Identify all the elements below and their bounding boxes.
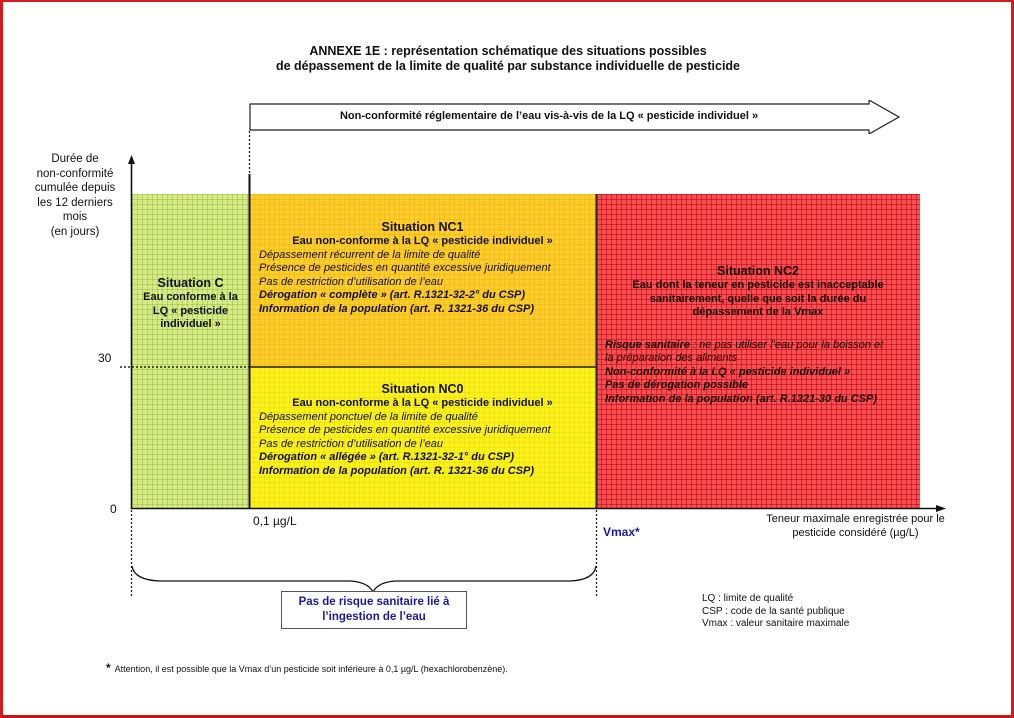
situation-nc1-information: Information de la population (art. R. 1321-36 du CSP) <box>259 302 535 315</box>
situation-c-text <box>132 276 249 332</box>
legend-item-lq: LQ : limite de qualité <box>702 593 794 604</box>
y-label-line: cumulée depuis <box>34 182 116 194</box>
situation-nc0-information: Information de la population (art. R. 1321-36 du CSP) <box>259 464 535 477</box>
situation-c-line: LQ « pesticide <box>152 304 229 317</box>
situation-c-line: individuel » <box>160 318 221 330</box>
situation-nc2-risk-text: : ne pas utiliser l’eau pour la boisson et <box>689 338 884 351</box>
situation-nc1-subtitle: Eau non-conforme à la LQ « pesticide individuel » <box>292 235 553 247</box>
footnote-marker: * <box>106 661 111 675</box>
situation-nc2-text <box>596 264 920 406</box>
situation-nc0-line: Pas de restriction d’utilisation de l’eau <box>259 437 444 450</box>
footnote-text: Attention, il est possible que la Vmax d’un pesticide soit inférieure à 0,1 µg/L (hexachlorobenzène). <box>114 664 508 674</box>
abbreviations-legend <box>702 593 849 631</box>
title-line-1: ANNEXE 1E : représentation schématique des situations possibles <box>309 44 707 58</box>
no-risk-line: Pas de risque sanitaire lié à <box>298 596 450 608</box>
x-tick-vmax: Vmax* <box>603 525 640 539</box>
y-tick-30: 30 <box>98 351 112 365</box>
y-label-line: mois <box>62 211 88 223</box>
y-label-line: non-conformité <box>36 167 114 180</box>
x-tick-lq: 0,1 µg/L <box>253 514 297 528</box>
situation-nc2-subtitle: dépassement de la Vmax <box>692 306 824 318</box>
situation-nc2-title: Situation NC2 <box>717 264 799 278</box>
situation-nc0-title: Situation NC0 <box>381 382 464 396</box>
x-axis-label <box>748 513 963 540</box>
situation-nc2-line: Information de la population (art. R.1321-30 du CSP) <box>605 392 877 405</box>
situation-nc2-risk-text: la préparation des aliments <box>605 352 738 364</box>
situation-nc2-line: Non-conformité à la LQ « pesticide individuel » <box>605 365 851 378</box>
situation-nc2-line: Pas de dérogation possible <box>605 379 749 391</box>
y-tick-0: 0 <box>110 502 117 516</box>
y-label-line: (en jours) <box>50 225 100 238</box>
legend-item-vmax: Vmax : valeur sanitaire maximale <box>702 618 850 629</box>
situation-nc1-line: Présence de pesticides en quantité excessive juridiquement <box>259 262 551 274</box>
title-line-2: de dépassement de la limite de qualité par substance individuelle de pesticide <box>275 59 741 73</box>
situation-nc2-subtitle: Eau dont la teneur en pesticide est inacceptable <box>632 279 884 291</box>
no-health-risk-box <box>281 591 467 629</box>
situation-nc1-line: Pas de restriction d’utilisation de l’eau <box>259 275 444 288</box>
situation-nc1-title: Situation NC1 <box>381 220 464 234</box>
non-conformity-arrow-label: Non-conformité réglementaire de l’eau vis-à-vis de la LQ « pesticide individuel » <box>339 110 759 122</box>
no-risk-line: l’ingestion de l’eau <box>322 610 426 623</box>
situation-nc0-subtitle: Eau non-conforme à la LQ « pesticide individuel » <box>292 397 553 409</box>
x-label-line: pesticide considéré (µg/L) <box>792 526 919 539</box>
situation-c-line: Eau conforme à la <box>143 291 238 303</box>
situation-nc1-text <box>249 220 596 316</box>
situation-nc2-risk-label: Risque sanitaire <box>605 338 690 351</box>
legend-item-csp: CSP : code de la santé publique <box>702 605 845 617</box>
x-label-line: Teneur maximale enregistrée pour le <box>766 513 945 525</box>
y-label-line: les 12 derniers <box>37 196 113 209</box>
situation-nc1-derogation: Dérogation « complète » (art. R.1321-32-2° du CSP) <box>259 289 526 301</box>
situation-nc2-subtitle: sanitairement, quelle que soit la durée du <box>649 292 867 305</box>
situation-nc0-line: Présence de pesticides en quantité excessive juridiquement <box>259 424 551 436</box>
footnote <box>106 661 508 678</box>
y-label-line: Durée de <box>51 153 99 165</box>
situation-nc0-text <box>249 382 596 478</box>
situation-nc0-derogation: Dérogation « allégée » (art. R.1321-32-1° du CSP) <box>259 451 515 463</box>
situation-nc1-line: Dépassement récurrent de la limite de qualité <box>259 248 481 261</box>
situation-c-title: Situation C <box>157 276 224 290</box>
situation-nc0-line: Dépassement ponctuel de la limite de qualité <box>259 410 478 423</box>
